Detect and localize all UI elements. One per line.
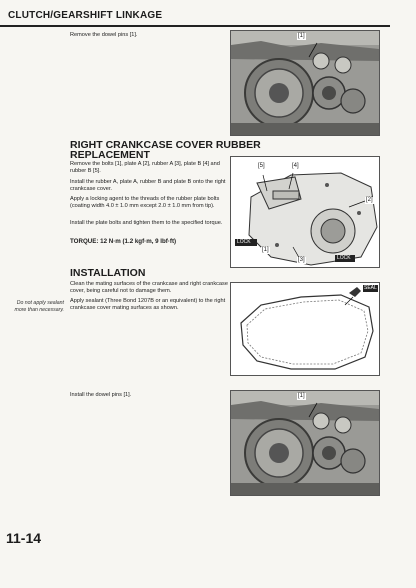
engine-photo-1 <box>231 31 379 135</box>
install-step-sealant: Apply sealant (Three Bond 1207B or an equivalent) to the right crankcase cover mating surfaces as shown. <box>70 298 226 312</box>
sealant-outline-drawing <box>231 283 379 375</box>
callout-1b: [1] <box>262 247 269 253</box>
callout-5: [5] <box>258 163 265 169</box>
rubber-step-tighten: Install the plate bolts and tighten them to the specified torque. <box>70 220 223 226</box>
seal-badge: SEAL <box>364 285 377 291</box>
rubber-step-locking-agent: Apply a locking agent to the threads of the rubber plate bolts (coating width 4.0 ± 1.0 mm except 2.0 ± 1.0 mm from tip). <box>70 196 220 210</box>
header-rule <box>0 25 390 27</box>
section-title-rubber-line1: RIGHT CRANKCASE COVER RUBBER <box>70 139 261 151</box>
figure-crankcase-dowel-pins <box>230 30 380 136</box>
rubber-step-install: Install the rubber A, plate A, rubber B and plate B onto the right crankcase cover. <box>70 179 226 193</box>
rubber-step-remove: Remove the bolts [1], plate A [2], rubber A [3], plate B [4] and rubber B [5]. <box>70 161 220 175</box>
callout-1c: [1] <box>298 393 305 399</box>
install-dowel-pins-text: Install the dowel pins [1]. <box>70 392 132 398</box>
sealant-sidenote: Do not apply sealant more than necessary. <box>14 300 64 313</box>
callout-2: [2] <box>366 197 373 203</box>
page-number: 11-14 <box>6 530 42 546</box>
callout-3: [3] <box>298 257 305 263</box>
lock-badge-2: LOCK <box>337 255 351 261</box>
section-title-installation: INSTALLATION <box>70 267 146 279</box>
figure-install-dowel-pins <box>230 390 380 496</box>
callout-1: [1] <box>298 33 305 39</box>
install-step-clean: Clean the mating surfaces of the crankcase and right crankcase cover, being careful not to damage them. <box>70 281 228 295</box>
remove-dowel-pins-text: Remove the dowel pins [1]. <box>70 32 138 38</box>
engine-photo-2 <box>231 391 379 495</box>
page-header: CLUTCH/GEARSHIFT LINKAGE <box>8 10 163 21</box>
cover-drawing <box>231 157 379 267</box>
section-title-rubber-line2: REPLACEMENT <box>70 149 150 161</box>
torque-spec: TORQUE: 12 N·m (1.2 kgf·m, 9 lbf·ft) <box>70 238 177 245</box>
callout-4: [4] <box>292 163 299 169</box>
lock-badge-1: LOCK <box>237 239 251 245</box>
figure-right-crankcase-cover <box>230 156 380 268</box>
figure-sealant-application <box>230 282 380 376</box>
